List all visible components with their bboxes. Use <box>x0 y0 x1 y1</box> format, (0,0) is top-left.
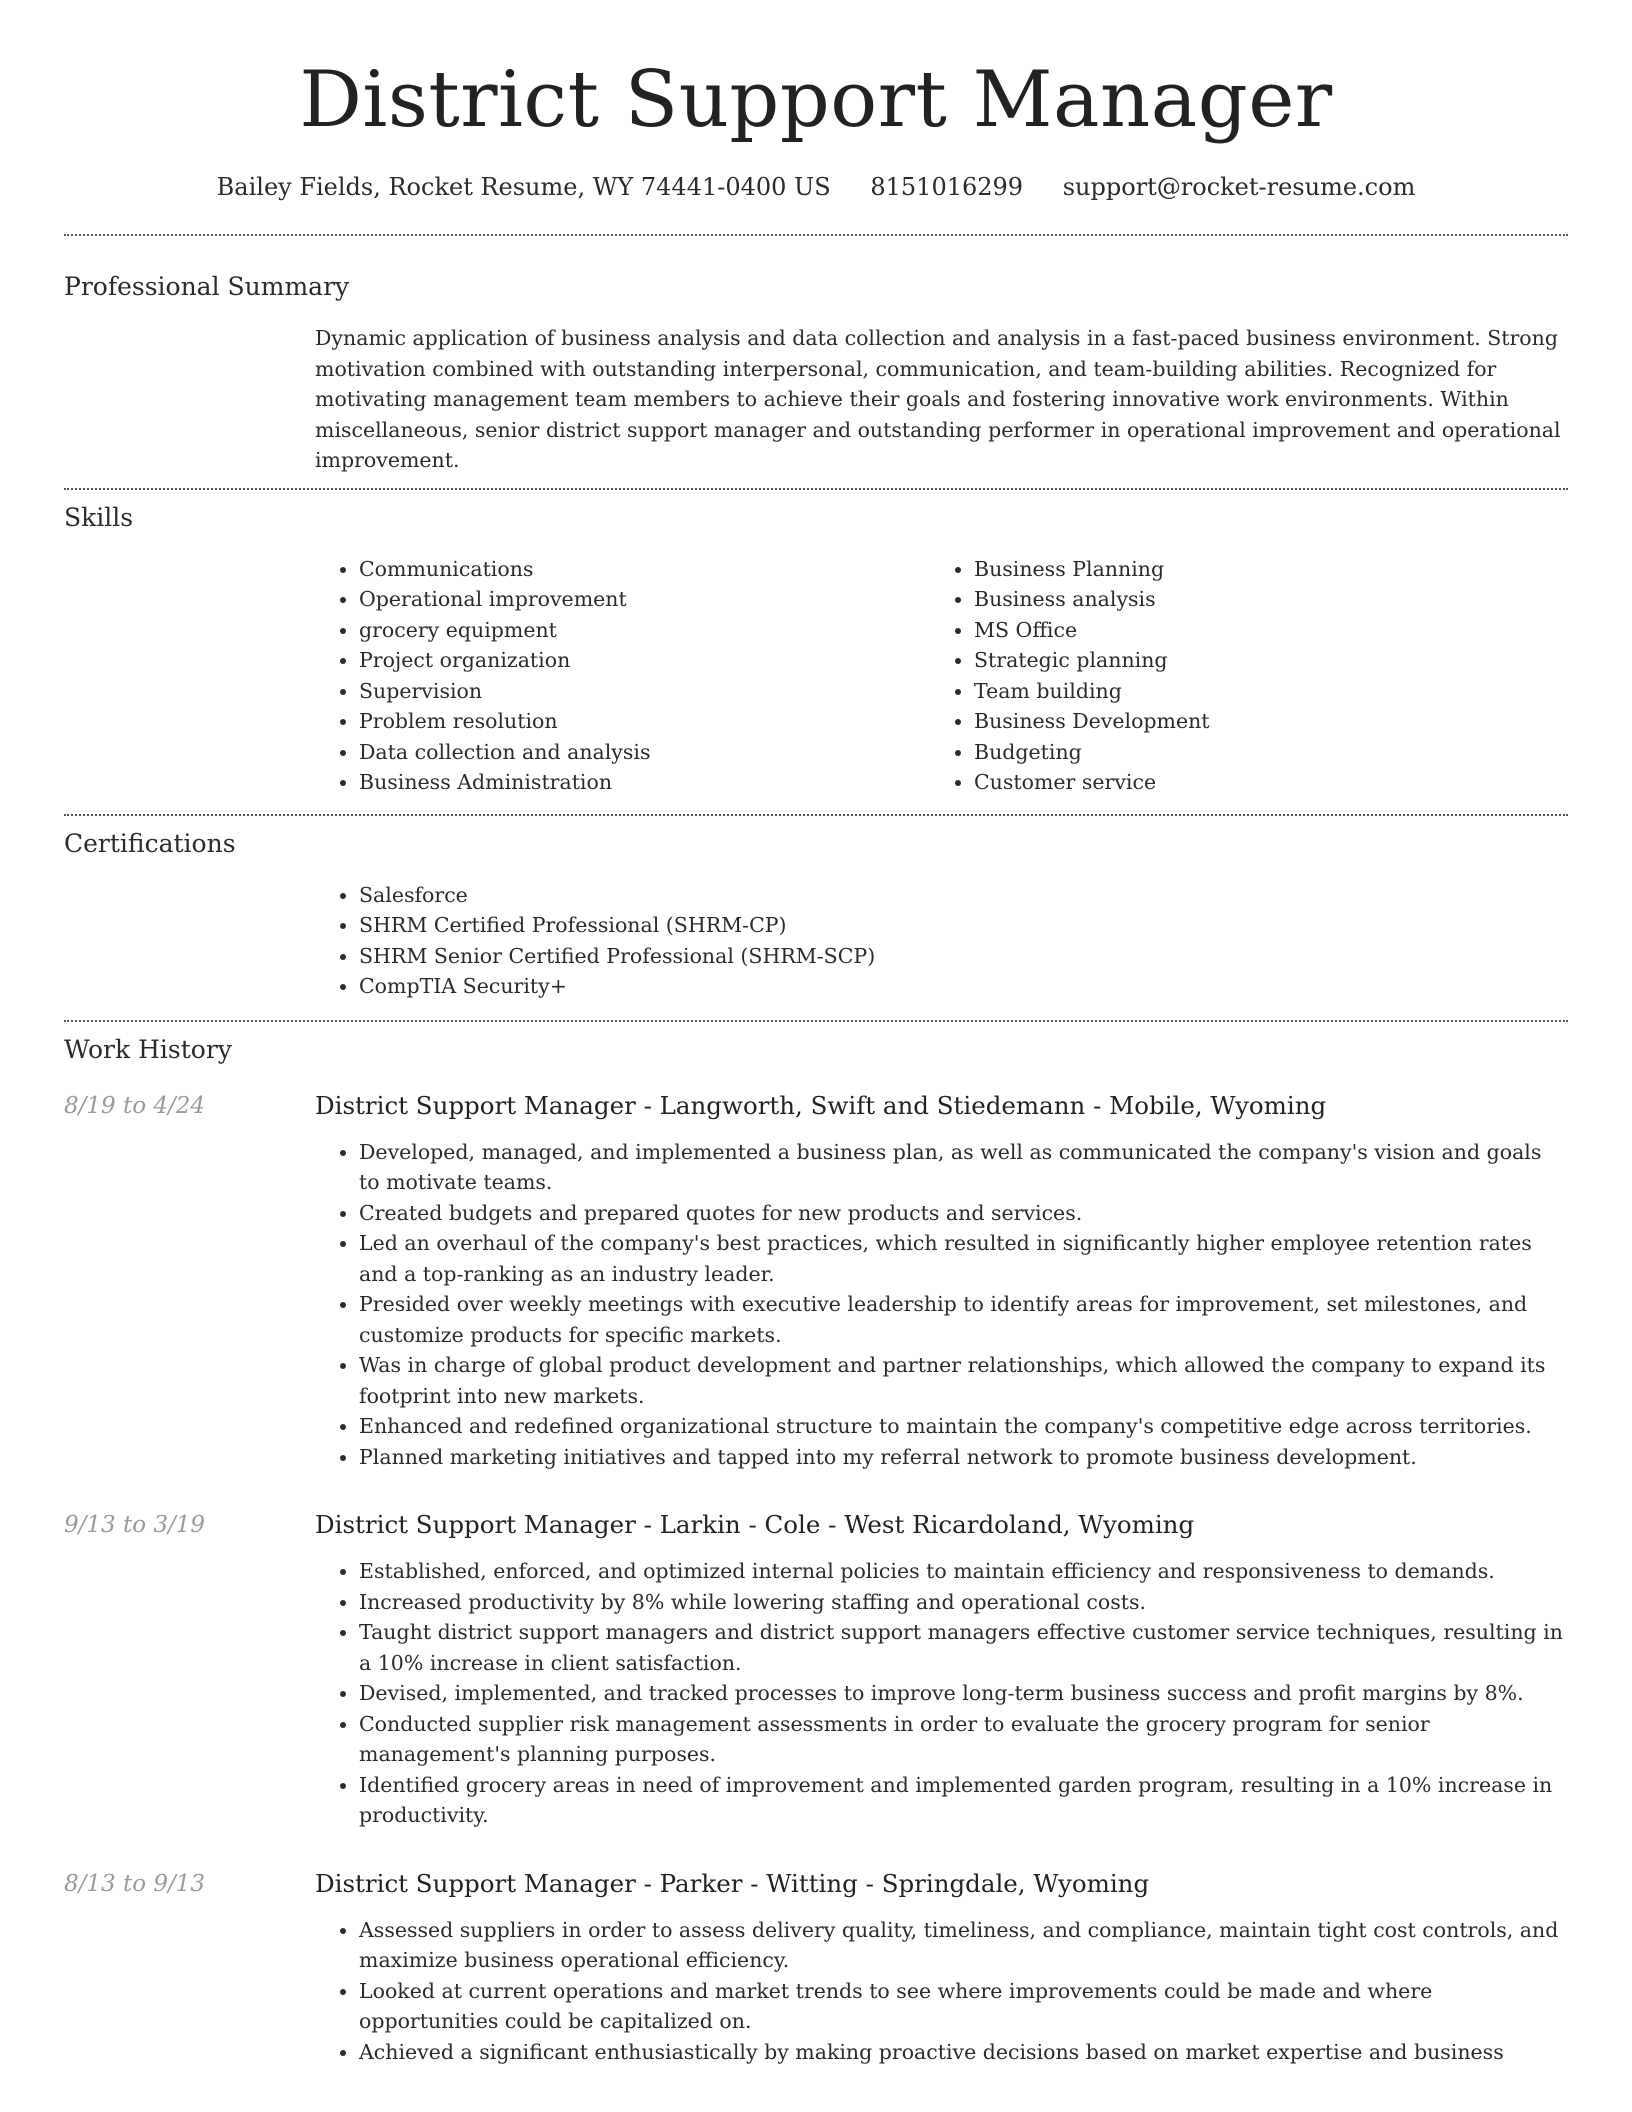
list-item: • Achieved a significant enthusiastically by making proactive decisions based on market expertise and business <box>359 2037 1568 2068</box>
list-item: • MS Office <box>974 615 1545 646</box>
list-item: • Devised, implemented, and tracked processes to improve long-term business success and profit margins by 8%. <box>359 1678 1568 1709</box>
summary-section <box>64 236 1568 476</box>
list-item: • Business analysis <box>974 584 1545 615</box>
job-body <box>315 1508 1568 1831</box>
list-item: • Created budgets and prepared quotes for new products and services. <box>359 1198 1568 1229</box>
certifications-content <box>315 880 1568 1002</box>
list-item: • Assessed suppliers in order to assess delivery quality, timeliness, and compliance, maintain tight cost controls, and maximize business operational efficiency. <box>359 1915 1568 1976</box>
list-item: • Supervision <box>359 676 930 707</box>
contact-email: support@rocket-resume.com <box>1062 173 1416 201</box>
list-item: • Taught district support managers and district support managers effective customer service techniques, resulting in a 10% increase in client satisfaction. <box>359 1617 1568 1678</box>
list-item: • Enhanced and redefined organizational structure to maintain the company's competitive edge across territories. <box>359 1411 1568 1442</box>
skills-title: Skills <box>64 502 134 532</box>
list-item: • Business Development <box>974 706 1545 737</box>
summary-text: Dynamic application of business analysis and data collection and analysis in a fast-paced business environment. Strong motivation combined with outstanding interpersonal, communication, and team-building abilities. Recognized for motivating management team members to achieve their goals and fostering innovative work environments. Within miscellaneous, senior district support manager and outstanding performer in operational improvement and operational improvement. <box>315 326 1561 472</box>
list-item: • Project organization <box>359 645 930 676</box>
job-dates: 9/13 to 3/19 <box>64 1512 206 1538</box>
contact-address: Bailey Fields, Rocket Resume, WY 74441-0400 US <box>216 173 831 201</box>
list-item: • Data collection and analysis <box>359 737 930 768</box>
job-dates: 8/13 to 9/13 <box>64 1870 206 1897</box>
list-item: • Looked at current operations and market trends to see where improvements could be made and where opportunities could be capitalized on. <box>359 1976 1568 2037</box>
list-item: • Business Administration <box>359 767 930 798</box>
list-item: • Strategic planning <box>974 645 1545 676</box>
list-item: • Presided over weekly meetings with executive leadership to identify areas for improvement, set milestones, and customize products for specific markets. <box>359 1289 1568 1350</box>
skills-column-left <box>315 554 930 798</box>
resume-header <box>64 0 1568 204</box>
work-history-title: Work History <box>64 1034 232 1064</box>
job-dates: 8/19 to 4/24 <box>64 1092 206 1119</box>
certifications-title: Certifications <box>64 828 236 858</box>
job-bullets <box>315 1556 1568 1831</box>
list-item: • Led an overhaul of the company's best practices, which resulted in significantly higher employee retention rates and a top-ranking as an industry leader. <box>359 1228 1568 1289</box>
job-bullets <box>315 1915 1568 2068</box>
job-body <box>315 1089 1568 1473</box>
summary-title: Professional Summary <box>64 272 350 301</box>
list-item: • grocery equipment <box>359 615 930 646</box>
list-item: • Business Planning <box>974 554 1545 585</box>
contact-info <box>64 170 1568 204</box>
list-item: • Planned marketing initiatives and tapped into my referral network to promote business development. <box>359 1442 1568 1473</box>
job-entry <box>64 1089 1568 1473</box>
job-body <box>315 1867 1568 2068</box>
list-item: • Salesforce <box>359 880 1568 911</box>
job-title: District Support Manager - Larkin - Cole - West Ricardoland, Wyoming <box>315 1510 1195 1539</box>
certifications-section <box>64 816 1568 1002</box>
list-item: • Budgeting <box>974 737 1545 768</box>
job-title: District Support Manager - Parker - Witting - Springdale, Wyoming <box>315 1868 1150 1898</box>
contact-phone: 8151016299 <box>870 173 1024 201</box>
candidate-name: District Support Manager <box>299 55 1333 145</box>
list-item: • CompTIA Security+ <box>359 971 1568 1002</box>
job-entry <box>64 1508 1568 1831</box>
list-item: • Operational improvement <box>359 584 930 615</box>
skills-list <box>315 554 1568 798</box>
list-item: • SHRM Senior Certified Professional (SHRM-SCP) <box>359 941 1568 972</box>
list-item: • Developed, managed, and implemented a business plan, as well as communicated the company's vision and goals to motivate teams. <box>359 1137 1568 1198</box>
list-item: • Established, enforced, and optimized internal policies to maintain efficiency and responsiveness to demands. <box>359 1556 1568 1587</box>
job-entry <box>64 1867 1568 2068</box>
summary-content <box>315 323 1568 476</box>
list-item: • Communications <box>359 554 930 585</box>
list-item: • Problem resolution <box>359 706 930 737</box>
list-item: • Conducted supplier risk management assessments in order to evaluate the grocery program for senior management's planning purposes. <box>359 1709 1568 1770</box>
list-item: • Customer service <box>974 767 1545 798</box>
job-bullets <box>315 1137 1568 1473</box>
work-history-section <box>64 1022 1568 2068</box>
skills-section <box>64 490 1568 798</box>
skills-column-right <box>930 554 1545 798</box>
list-item: • SHRM Certified Professional (SHRM-CP) <box>359 910 1568 941</box>
list-item: • Increased productivity by 8% while lowering staffing and operational costs. <box>359 1587 1568 1618</box>
job-title: District Support Manager - Langworth, Swift and Stiedemann - Mobile, Wyoming <box>315 1090 1327 1120</box>
list-item: • Was in charge of global product development and partner relationships, which allowed the company to expand its footprint into new markets. <box>359 1350 1568 1411</box>
certifications-list <box>315 880 1568 1002</box>
list-item: • Identified grocery areas in need of improvement and implemented garden program, resulting in a 10% increase in productivity. <box>359 1770 1568 1831</box>
list-item: • Team building <box>974 676 1545 707</box>
